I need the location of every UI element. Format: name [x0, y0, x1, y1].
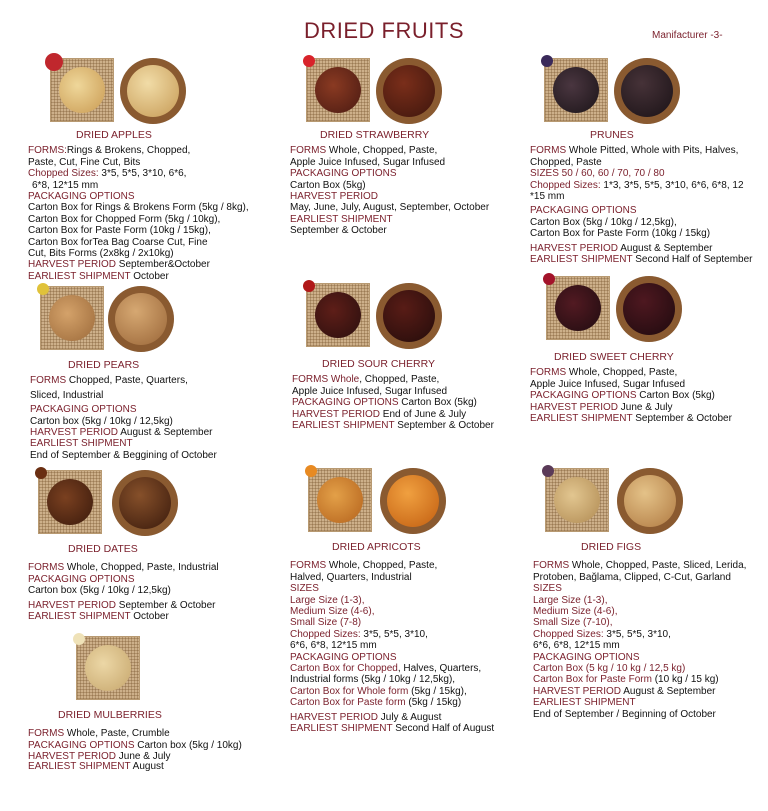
packaging-value: Carton Box (5kg) [636, 390, 715, 402]
chopped-sizes-value: 3*5, 5*5, 3*10, [603, 628, 671, 640]
shipment-label: EARLIEST SHIPMENT [290, 723, 393, 735]
harvest-value: September&October [116, 259, 210, 271]
harvest-label: HARVEST PERIOD [28, 599, 116, 611]
chopped-sizes-value: 3*5, 5*5, 3*10, 6*6, [98, 168, 187, 180]
forms-label: FORMS [290, 145, 327, 157]
shipment-value: August [130, 760, 164, 772]
size-large: Large Size (1-3), [533, 594, 608, 606]
apricot-icon [305, 465, 317, 477]
shipment-value: October [130, 611, 169, 623]
figs-package-photo [545, 468, 609, 532]
packaging-value: Carton box (5kg / 10kg / 12,5kg) [30, 415, 173, 427]
product-card-sweet-cherry [530, 276, 758, 424]
shipment-label: EARLIEST SHIPMENT [28, 760, 131, 772]
forms-label: FORMS [533, 560, 570, 572]
forms-label: FORMS [530, 367, 567, 379]
figs-bowl-photo [617, 468, 683, 534]
packaging-label: PACKAGING OPTIONS [290, 168, 397, 180]
prunes-bowl-photo [614, 58, 680, 124]
shipment-value: Second Half of September [632, 254, 753, 266]
forms-value: Paste, Cut, Fine Cut, Bits [28, 156, 141, 168]
shipment-value: September & October [632, 413, 732, 425]
sweet-cherry-bowl-photo [616, 276, 682, 342]
packaging-value: (10 kg / 15 kg) [651, 674, 719, 686]
sizes-label: SIZES [290, 583, 319, 595]
harvest-label: HARVEST PERIOD [292, 408, 380, 420]
packaging-label: PACKAGING OPTIONS [28, 573, 135, 585]
packaging-label: PACKAGING OPTIONS [530, 390, 637, 402]
shipment-label: EARLIEST SHIPMENT [28, 270, 131, 282]
forms-label: FORMS [30, 375, 67, 387]
forms-value: Apple Juice Infused, Sugar Infused [292, 385, 448, 397]
packaging-item-label: Carton Box for Whole form [290, 685, 409, 697]
harvest-value: August & September [621, 685, 716, 697]
forms-value: Sliced, Industrial [30, 389, 104, 401]
mulberry-icon [73, 633, 85, 645]
packaging-value: Carton Box for Paste Form (10kg / 15kg), [28, 225, 211, 237]
product-card-apricots [290, 468, 510, 735]
packaging-item-label: Carton Box for Chopped [290, 663, 398, 675]
size-medium: Medium Size (4-6), [533, 606, 618, 618]
forms-value: Apple Juice Infused, Sugar Infused [290, 156, 446, 168]
shipment-label: EARLIEST SHIPMENT [530, 413, 633, 425]
harvest-value: May, June, July, August, September, October [290, 202, 490, 214]
strawberry-package-photo [306, 58, 370, 122]
packaging-value: Carton box (5kg / 10kg) [134, 739, 242, 751]
forms-label: FORMS [290, 560, 327, 572]
packaging-item-label: Carton Box for Paste form [290, 697, 406, 709]
sour-cherry-bowl-photo [376, 283, 442, 349]
harvest-value: End of June & July [380, 408, 467, 420]
manufacturer-label: Manifacturer -3- [652, 30, 723, 41]
harvest-label: HARVEST PERIOD [30, 427, 118, 439]
chopped-sizes-label: Chopped Sizes: [28, 168, 99, 180]
shipment-label: EARLIEST SHIPMENT [290, 213, 393, 225]
harvest-value: August & September [618, 242, 713, 254]
harvest-value: June & July [618, 401, 673, 413]
packaging-label: PACKAGING OPTIONS [28, 191, 135, 203]
harvest-label: HARVEST PERIOD [28, 751, 116, 763]
packaging-value: Carton Box (5kg) [290, 179, 366, 191]
packaging-value: Carton Box (5kg / 10kg / 12,5kg), [530, 216, 677, 228]
harvest-label: HARVEST PERIOD [28, 259, 116, 271]
fig-icon [542, 465, 554, 477]
product-name: PRUNES [590, 129, 634, 141]
harvest-value: July & August [378, 711, 442, 723]
packaging-value: Carton Box for Rings & Brokens Form (5kg / 8kg), [28, 202, 249, 214]
chopped-sizes-value: 1*3, 3*5, 5*5, 3*10, 6*6, 6*8, 12 [600, 179, 744, 191]
pears-bowl-photo [108, 286, 174, 352]
shipment-label: EARLIEST SHIPMENT [533, 697, 636, 709]
product-name: DRIED MULBERRIES [58, 709, 162, 721]
packaging-value: , Halves, Quarters, [397, 663, 482, 675]
forms-value: Protoben, Bağlama, Clipped, C-Cut, Garland [533, 571, 731, 583]
packaging-value: (5kg / 15kg), [408, 685, 467, 697]
forms-value: Whole, Chopped, Paste, Sliced, Lerida, [569, 560, 747, 572]
harvest-value: August & September [118, 427, 213, 439]
packaging-label: PACKAGING OPTIONS [28, 739, 135, 751]
chopped-sizes-label: Chopped Sizes: [290, 628, 361, 640]
pears-package-photo [40, 286, 104, 350]
packaging-value: Carton box (5kg / 10kg / 12,5kg) [28, 585, 171, 597]
packaging-label: PACKAGING OPTIONS [533, 651, 640, 663]
shipment-value: October [130, 270, 169, 282]
cherry-icon [543, 273, 555, 285]
forms-value: Whole, Chopped, Paste, Industrial [64, 562, 219, 574]
forms-value: Chopped, Paste [530, 156, 602, 168]
page-title: DRIED FRUITS [304, 18, 464, 43]
chopped-sizes-value: *15 mm [530, 191, 565, 203]
apples-bowl-photo [120, 58, 186, 124]
size-small: Small Size (7-8) [290, 617, 362, 629]
forms-label: FORMS [530, 145, 567, 157]
packaging-value: (5kg / 15kg) [405, 697, 462, 709]
packaging-value: Carton Box forTea Bag Coarse Cut, Fine [28, 236, 208, 248]
packaging-label: PACKAGING OPTIONS [530, 205, 637, 217]
shipment-label: EARLIEST SHIPMENT [530, 254, 633, 266]
mulberries-package-photo [76, 636, 140, 700]
forms-label: FORMS Whole [292, 374, 360, 386]
chopped-sizes-value: 6*6, 6*8, 12*15 mm [290, 640, 377, 652]
forms-value: Chopped, Paste, Quarters, [66, 375, 188, 387]
product-card-sour-cherry [292, 283, 512, 431]
forms-value: Halved, Quarters, Industrial [290, 571, 412, 583]
forms-label: FORMS [28, 562, 65, 574]
apricots-package-photo [308, 468, 372, 532]
date-icon [35, 467, 47, 479]
harvest-label: HARVEST PERIOD [290, 191, 378, 203]
harvest-label: HARVEST PERIOD [530, 242, 618, 254]
shipment-value: End of September / Beginning of October [533, 708, 716, 720]
harvest-value: September & October [116, 599, 216, 611]
strawberry-icon [303, 55, 315, 67]
forms-value: Apple Juice Infused, Sugar Infused [530, 378, 686, 390]
packaging-label: PACKAGING OPTIONS [30, 404, 137, 416]
product-card-mulberries [28, 636, 258, 772]
shipment-label: EARLIEST SHIPMENT [28, 611, 131, 623]
product-name: DRIED DATES [68, 543, 138, 555]
product-name: DRIED SWEET CHERRY [554, 351, 674, 363]
packaging-label: PACKAGING OPTIONS [290, 651, 397, 663]
size-small: Small Size (7-10), [533, 617, 613, 629]
dates-package-photo [38, 470, 102, 534]
chopped-sizes-value: 3*5, 5*5, 3*10, [360, 628, 428, 640]
harvest-value: June & July [116, 751, 171, 763]
chopped-sizes-value: 6*8, 12*15 mm [32, 179, 99, 191]
product-name: DRIED FIGS [581, 541, 642, 553]
shipment-value: End of September & Beggining of October [30, 449, 217, 461]
dates-bowl-photo [112, 470, 178, 536]
product-card-apples [28, 58, 258, 282]
packaging-value: Carton Box for Paste Form (10kg / 15kg) [530, 228, 711, 240]
forms-value: Whole Pitted, Whole with Pits, Halves, [566, 145, 739, 157]
shipment-value: September & October [290, 225, 387, 237]
forms-label: FORMS: [28, 145, 67, 157]
product-card-prunes [530, 58, 758, 265]
product-name: DRIED SOUR CHERRY [322, 358, 435, 370]
sour-cherry-package-photo [306, 283, 370, 347]
product-card-pears [30, 286, 260, 461]
forms-value: Whole, Chopped, Paste, [326, 145, 438, 157]
forms-value: Whole, Chopped, Paste, [566, 367, 678, 379]
packaging-label: PACKAGING OPTIONS [292, 397, 399, 409]
size-medium: Medium Size (4-6), [290, 606, 375, 618]
chopped-sizes-label: Chopped Sizes: [530, 179, 601, 191]
sweet-cherry-package-photo [546, 276, 610, 340]
chopped-sizes-value: 6*6, 6*8, 12*15 mm [533, 640, 620, 652]
forms-value: , Chopped, Paste, [359, 374, 440, 386]
forms-value: Whole, Paste, Crumble [64, 728, 170, 740]
harvest-label: HARVEST PERIOD [290, 711, 378, 723]
product-name: DRIED APPLES [76, 129, 152, 141]
shipment-label: EARLIEST SHIPMENT [30, 438, 133, 450]
packaging-value: Industrial forms (5kg / 10kg / 12,5kg), [290, 674, 456, 686]
product-card-figs [533, 468, 761, 720]
packaging-item-label: Carton Box [533, 663, 584, 675]
product-name: DRIED PEARS [68, 359, 140, 371]
size-large: Large Size (1-3), [290, 594, 365, 606]
shipment-label: EARLIEST SHIPMENT [292, 420, 395, 432]
packaging-value: (5 kg / 10 kg / 12,5 kg) [583, 663, 686, 675]
forms-label: FORMS [28, 728, 65, 740]
packaging-item-label: Carton Box for Paste Form [533, 674, 652, 686]
apple-icon [45, 53, 63, 71]
packaging-value: Cut, Bits Forms (2x8kg / 2x10kg) [28, 248, 174, 260]
packaging-value: Carton Box for Chopped Form (5kg / 10kg), [28, 213, 221, 225]
product-name: DRIED APRICOTS [332, 541, 421, 553]
pear-icon [37, 283, 49, 295]
apples-package-photo [50, 58, 114, 122]
shipment-value: September & October [394, 420, 494, 432]
sizes-label: SIZES 50 / 60, 60 / 70, 70 / 80 [530, 168, 665, 180]
chopped-sizes-label: Chopped Sizes: [533, 628, 604, 640]
plum-icon [541, 55, 553, 67]
forms-value: Whole, Chopped, Paste, [326, 560, 438, 572]
forms-value: Rings & Brokens, Chopped, [66, 145, 191, 157]
prunes-package-photo [544, 58, 608, 122]
cherry-icon [303, 280, 315, 292]
packaging-value: Carton Box (5kg) [398, 397, 477, 409]
product-card-strawberry [290, 58, 510, 237]
apricots-bowl-photo [380, 468, 446, 534]
sizes-label: SIZES [533, 583, 562, 595]
shipment-value: Second Half of August [392, 723, 495, 735]
product-card-dates [28, 470, 258, 622]
harvest-label: HARVEST PERIOD [530, 401, 618, 413]
harvest-label: HARVEST PERIOD [533, 685, 621, 697]
product-name: DRIED STRAWBERRY [320, 129, 430, 141]
strawberry-bowl-photo [376, 58, 442, 124]
